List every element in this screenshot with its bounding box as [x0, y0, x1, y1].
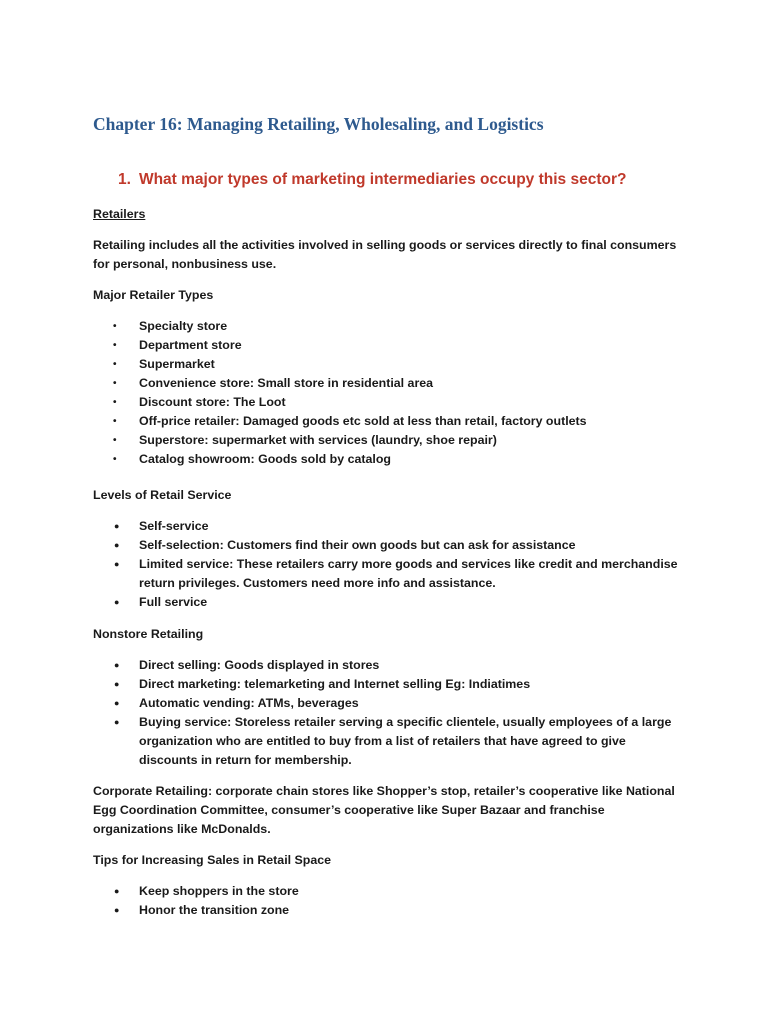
- question-number: 1.: [118, 171, 131, 188]
- corporate-retailing-paragraph: Corporate Retailing: corporate chain stores like Shopper’s stop, retailer’s cooperative like National Egg Coordination Committee, consumer’s cooperative like Super Bazaar and franchise organizations like McDonalds.: [93, 784, 675, 836]
- tips-heading: Tips for Increasing Sales in Retail Space: [93, 853, 332, 867]
- nonstore-retailing-heading: Nonstore Retailing: [93, 627, 204, 641]
- levels-of-retail-service-list: [93, 517, 683, 612]
- list-item: ● Keep shoppers in the store: [93, 882, 683, 901]
- list-item: ● Direct selling: Goods displayed in stores: [93, 656, 683, 675]
- list-item: ● Direct marketing: telemarketing and Internet selling Eg: Indiatimes: [93, 675, 683, 694]
- major-retailer-types-heading: Major Retailer Types: [93, 288, 214, 302]
- list-item: ● Full service: [93, 593, 683, 612]
- retailers-definition: Retailing includes all the activities involved in selling goods or services directly to final consumers for personal, nonbusiness use.: [93, 238, 677, 271]
- chapter-title: Chapter 16: Managing Retailing, Wholesaling, and Logistics: [93, 114, 544, 134]
- major-retailer-types-list: [93, 317, 693, 469]
- list-item: • Discount store: The Loot: [93, 393, 693, 412]
- levels-of-retail-service-heading: Levels of Retail Service: [93, 488, 232, 502]
- list-item: • Superstore: supermarket with services (laundry, shoe repair): [93, 431, 693, 450]
- retailers-heading: Retailers: [93, 207, 146, 221]
- list-item: • Off-price retailer: Damaged goods etc sold at less than retail, factory outlets: [93, 412, 693, 431]
- list-item: • Specialty store: [93, 317, 693, 336]
- nonstore-retailing-list: [93, 656, 683, 770]
- list-item: • Catalog showroom: Goods sold by catalog: [93, 450, 693, 469]
- list-item: ● Honor the transition zone: [93, 901, 683, 920]
- list-item: ● Self-selection: Customers find their own goods but can ask for assistance: [93, 536, 683, 555]
- list-item: • Supermarket: [93, 355, 693, 374]
- question-heading: [118, 171, 626, 189]
- tips-list: [93, 882, 683, 920]
- question-text: What major types of marketing intermediaries occupy this sector?: [138, 171, 627, 188]
- list-item: ● Limited service: These retailers carry more goods and services like credit and merchandise return privileges. Customers need more info and assistance.: [93, 555, 683, 593]
- list-item: ● Buying service: Storeless retailer serving a specific clientele, usually employees of a large organization who are entitled to buy from a list of retailers that have agreed to give discounts in return for membership.: [93, 713, 683, 770]
- list-item: ● Self-service: [93, 517, 683, 536]
- list-item: • Department store: [93, 336, 693, 355]
- list-item: • Convenience store: Small store in residential area: [93, 374, 693, 393]
- list-item: ● Automatic vending: ATMs, beverages: [93, 694, 683, 713]
